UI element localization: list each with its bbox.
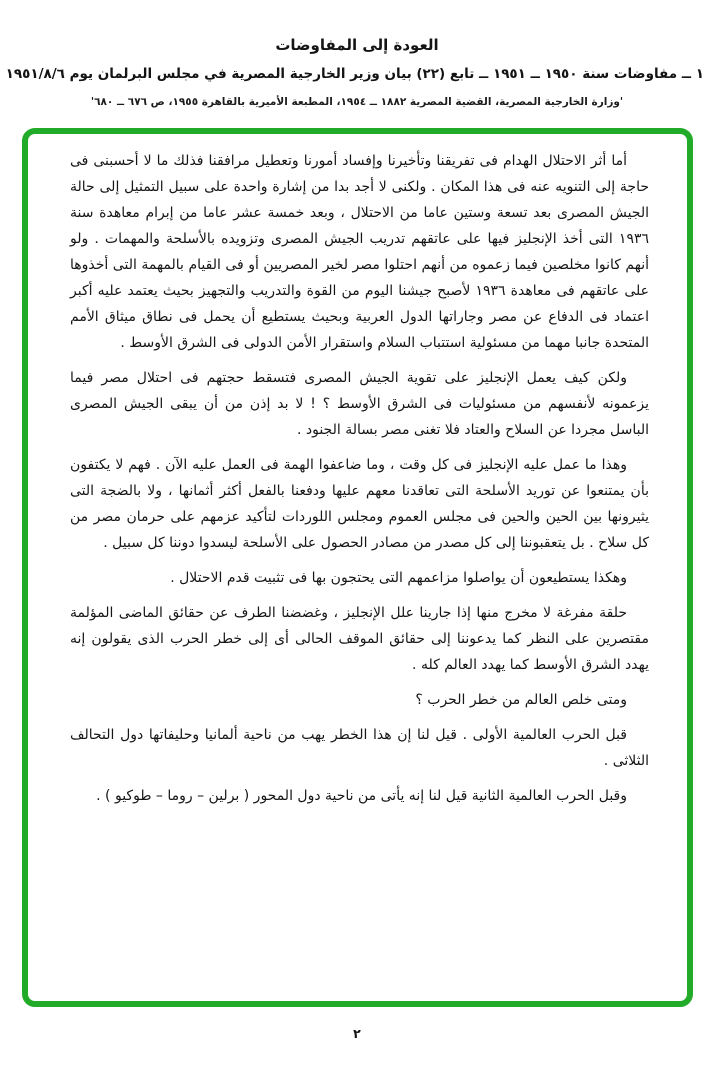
body-paragraph: حلقة مفرغة لا مخرج منها إذا جارينا علل الإنجليز ، وغضضنا الطرف عن حقائق الماضى المؤلمة مقتصرين على النظر كما يدعوننا إلى حقائق الموقف الحالى أى إلى خطر الحرب الذى يقولون إنه يهدد الشرق الأوسط كما يهدد العالم كله .	[70, 605, 649, 673]
document-heading: ١ ــ مفاوضات سنة ١٩٥٠ ــ ١٩٥١ ــ تابع (٢٢) بيان وزير الخارجية المصرية في مجلس البرلمان يوم ١٩٥١/٨/٦	[5, 66, 704, 82]
body-paragraph: ومتى خلص العالم من خطر الحرب ؟	[415, 692, 627, 708]
page-title: العودة إلى المفاوضات	[275, 36, 439, 54]
body-paragraph: وقبل الحرب العالمية الثانية قيل لنا إنه يأتى من ناحية دول المحور ( برلين – روما – طوكيو ) .	[96, 788, 627, 804]
body-paragraph: ولكن كيف يعمل الإنجليز على تقوية الجيش المصرى فتسقط حجتهم فى احتلال مصر فيما يزعمونه لأنفسهم من مسئوليات فى الشرق الأوسط ؟ ! لا بد إذن من أن يبقى الجيش المصرى الباسل مجردا عن السلاح والعتاد فلا تغنى مصر بسالة الجنود .	[70, 370, 649, 438]
body-paragraph: قبل الحرب العالمية الأولى . قيل لنا إن هذا الخطر يهب من ناحية ألمانيا وحليفاتها دول التحالف الثلاثى .	[70, 727, 649, 769]
body-paragraph: وهكذا يستطيعون أن يواصلوا مزاعمهم التى يحتجون بها فى تثبيت قدم الاحتلال .	[170, 570, 627, 586]
source-citation: 'وزارة الخارجية المصرية، القضية المصرية ١٨٨٢ ــ ١٩٥٤، المطبعة الأميرية بالقاهرة ١٩٥٥، ص ٦٧٦ ــ ٦٨٠'	[90, 96, 624, 108]
page-number: ٢	[353, 1026, 361, 1041]
body-paragraph: وهذا ما عمل عليه الإنجليز فى كل وقت ، وما ضاعفوا الهمة فى العمل عليه الآن . فهم لا يكتفون بأن يمتنعوا عن توريد الأسلحة التى تعاقدنا معهم عليها ودفعنا بالفعل أكثر أثمانها ، ولا بالضجة التى يثيرونها بين الحين والحين فى مجلس العموم ومجلس اللوردات لتأكيد عزمهم على حرمان مصر من كل سلاح . بل يتعقبوننا إلى كل مصدر من مصادر الحصول على الأسلحة ليسدوا دوننا كل سبيل .	[70, 457, 649, 551]
highlight-annotation-box	[22, 128, 693, 1007]
body-paragraph: أما أثر الاحتلال الهدام فى تفريقنا وتأخيرنا وإفساد أمورنا وتعطيل مرافقنا فذلك ما لا أحسبنى فى حاجة إلى التنويه عنه فى هذا المكان . ولكنى لا أجد بدا من إشارة واحدة على سبيل التمثيل إلى حالة الجيش المصرى بعد تسعة وستين عاما من الاحتلال ، وبعد خمسة عشر عاما من إبرام معاهدة سنة ١٩٣٦ التى أخذ الإنجليز فيها على عاتقهم تدريب الجيش المصرى وتزويده بالأسلحة والمهمات . ولو أنهم كانوا مخلصين فيما زعموه من أنهم احتلوا مصر لخير المصريين أو فى القيام بالمهمة التى أخذوها على عاتقهم فى معاهدة ١٩٣٦ لأصبح جيشنا اليوم من القوة والتدريب والتجهيز بحيث يعتمد عليه أكبر اعتماد فى الدفاع عن مصر وجاراتها الدول العربية وبحيث يستطيع أن يحمل فى نطاق ميثاق الأمم المتحدة جانبا مهما من مسئولية استتباب السلام واستقرار الأمن الدولى فى الشرق الأوسط .	[70, 153, 649, 351]
